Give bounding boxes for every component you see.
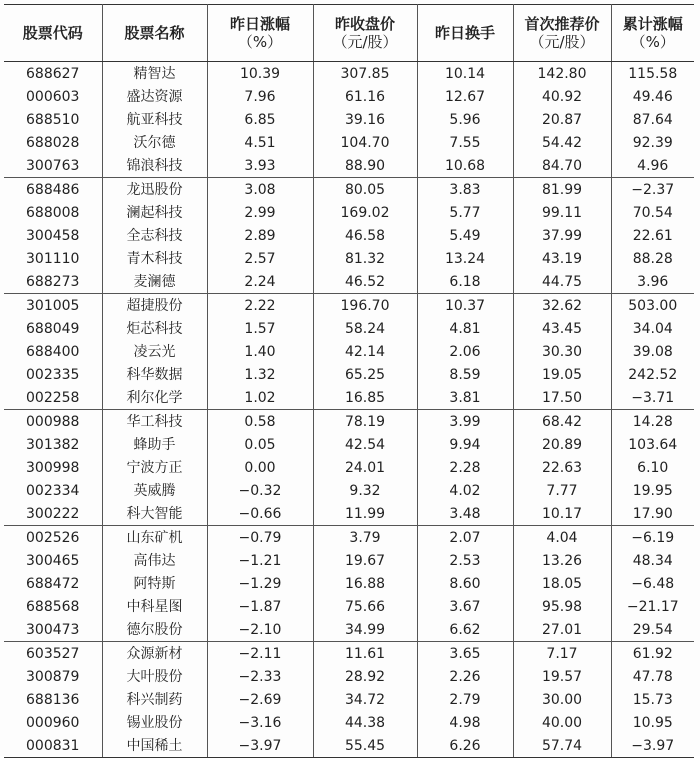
table-row <box>4 178 694 202</box>
cell-stock-name: 锡业股份 <box>102 711 207 734</box>
cell-prev-turnover: 2.53 <box>417 549 513 572</box>
cell-cumulative-change-pct: −6.19 <box>611 526 694 550</box>
cell-first-rec-price: 19.57 <box>513 665 611 688</box>
cell-prev-change-pct: −1.29 <box>207 572 313 595</box>
table-row <box>4 386 694 410</box>
cell-first-rec-price: 43.19 <box>513 247 611 270</box>
cell-first-rec-price: 27.01 <box>513 618 611 642</box>
cell-prev-close-price: 28.92 <box>313 665 417 688</box>
cell-prev-change-pct: −2.11 <box>207 642 313 666</box>
cell-first-rec-price: 99.11 <box>513 201 611 224</box>
table-row <box>4 618 694 642</box>
cell-stock-name: 宁波方正 <box>102 456 207 479</box>
cell-prev-close-price: 46.52 <box>313 270 417 294</box>
table-row <box>4 340 694 363</box>
cell-prev-change-pct: 1.40 <box>207 340 313 363</box>
cell-cumulative-change-pct: −3.71 <box>611 386 694 410</box>
cell-stock-code: 300473 <box>4 618 102 642</box>
cell-prev-close-price: 65.25 <box>313 363 417 386</box>
cell-first-rec-price: 40.00 <box>513 711 611 734</box>
cell-prev-turnover: 8.60 <box>417 572 513 595</box>
cell-first-rec-price: 18.05 <box>513 572 611 595</box>
cell-prev-turnover: 2.06 <box>417 340 513 363</box>
cell-prev-turnover: 10.14 <box>417 62 513 86</box>
cell-prev-change-pct: 1.02 <box>207 386 313 410</box>
cell-stock-code: 688008 <box>4 201 102 224</box>
header-line: 累计涨幅 <box>622 15 683 33</box>
cell-stock-code: 002526 <box>4 526 102 550</box>
cell-cumulative-change-pct: 34.04 <box>611 317 694 340</box>
cell-prev-turnover: 3.83 <box>417 178 513 202</box>
cell-stock-name: 阿特斯 <box>102 572 207 595</box>
cell-prev-turnover: 4.98 <box>417 711 513 734</box>
cell-stock-name: 超捷股份 <box>102 294 207 318</box>
cell-prev-close-price: 39.16 <box>313 108 417 131</box>
cell-prev-close-price: 88.90 <box>313 154 417 178</box>
cell-stock-name: 精智达 <box>102 62 207 86</box>
cell-prev-turnover: 2.79 <box>417 688 513 711</box>
header-cumulative-change-pct <box>611 5 694 62</box>
cell-stock-name: 中科星图 <box>102 595 207 618</box>
cell-cumulative-change-pct: 70.54 <box>611 201 694 224</box>
header-line: 股票代码 <box>22 24 83 42</box>
cell-stock-code: 688627 <box>4 62 102 86</box>
cell-cumulative-change-pct: 49.46 <box>611 85 694 108</box>
header-line: 昨日换手 <box>434 24 495 42</box>
cell-prev-turnover: 4.81 <box>417 317 513 340</box>
cell-prev-turnover: 13.24 <box>417 247 513 270</box>
cell-first-rec-price: 68.42 <box>513 410 611 434</box>
cell-prev-change-pct: −3.97 <box>207 734 313 758</box>
cell-stock-code: 688136 <box>4 688 102 711</box>
cell-first-rec-price: 84.70 <box>513 154 611 178</box>
cell-first-rec-price: 4.04 <box>513 526 611 550</box>
table-row <box>4 572 694 595</box>
table-body <box>4 62 694 758</box>
cell-cumulative-change-pct: 115.58 <box>611 62 694 86</box>
cell-prev-change-pct: 1.32 <box>207 363 313 386</box>
cell-first-rec-price: 37.99 <box>513 224 611 247</box>
cell-stock-code: 002335 <box>4 363 102 386</box>
cell-stock-name: 山东矿机 <box>102 526 207 550</box>
cell-prev-turnover: 3.67 <box>417 595 513 618</box>
cell-cumulative-change-pct: 4.96 <box>611 154 694 178</box>
cell-stock-code: 688028 <box>4 131 102 154</box>
cell-prev-close-price: 61.16 <box>313 85 417 108</box>
cell-cumulative-change-pct: 10.95 <box>611 711 694 734</box>
cell-prev-change-pct: 1.57 <box>207 317 313 340</box>
cell-prev-close-price: 34.72 <box>313 688 417 711</box>
cell-stock-code: 688400 <box>4 340 102 363</box>
cell-prev-change-pct: 2.99 <box>207 201 313 224</box>
cell-first-rec-price: 32.62 <box>513 294 611 318</box>
cell-cumulative-change-pct: 39.08 <box>611 340 694 363</box>
header-prev-turnover <box>417 5 513 62</box>
cell-first-rec-price: 17.50 <box>513 386 611 410</box>
header-line: （%） <box>630 33 675 51</box>
cell-prev-change-pct: 3.08 <box>207 178 313 202</box>
cell-stock-name: 大叶股份 <box>102 665 207 688</box>
cell-stock-name: 青木科技 <box>102 247 207 270</box>
table-row <box>4 154 694 178</box>
cell-first-rec-price: 30.00 <box>513 688 611 711</box>
cell-prev-turnover: 3.99 <box>417 410 513 434</box>
header-line: 首次推荐价 <box>524 15 600 33</box>
cell-prev-close-price: 55.45 <box>313 734 417 758</box>
cell-stock-name: 科华数据 <box>102 363 207 386</box>
cell-prev-change-pct: −1.87 <box>207 595 313 618</box>
cell-prev-turnover: 6.62 <box>417 618 513 642</box>
cell-first-rec-price: 95.98 <box>513 595 611 618</box>
cell-cumulative-change-pct: 92.39 <box>611 131 694 154</box>
table-row <box>4 595 694 618</box>
cell-stock-code: 301005 <box>4 294 102 318</box>
cell-prev-turnover: 6.18 <box>417 270 513 294</box>
cell-prev-turnover: 5.49 <box>417 224 513 247</box>
cell-prev-close-price: 104.70 <box>313 131 417 154</box>
table-row <box>4 526 694 550</box>
cell-prev-change-pct: −0.32 <box>207 479 313 502</box>
table-row <box>4 479 694 502</box>
cell-prev-turnover: 10.37 <box>417 294 513 318</box>
cell-stock-code: 300222 <box>4 502 102 526</box>
cell-first-rec-price: 13.26 <box>513 549 611 572</box>
header-line: 昨收盘价 <box>334 15 395 33</box>
cell-first-rec-price: 7.17 <box>513 642 611 666</box>
cell-prev-change-pct: 2.57 <box>207 247 313 270</box>
table-row <box>4 247 694 270</box>
cell-stock-name: 沃尔德 <box>102 131 207 154</box>
cell-first-rec-price: 44.75 <box>513 270 611 294</box>
table-row <box>4 201 694 224</box>
table-row <box>4 433 694 456</box>
cell-stock-code: 300998 <box>4 456 102 479</box>
cell-prev-close-price: 58.24 <box>313 317 417 340</box>
cell-prev-turnover: 3.48 <box>417 502 513 526</box>
cell-prev-turnover: 2.26 <box>417 665 513 688</box>
cell-cumulative-change-pct: 61.92 <box>611 642 694 666</box>
cell-prev-close-price: 46.58 <box>313 224 417 247</box>
table-row <box>4 642 694 666</box>
cell-cumulative-change-pct: 19.95 <box>611 479 694 502</box>
cell-stock-code: 688486 <box>4 178 102 202</box>
cell-cumulative-change-pct: −3.97 <box>611 734 694 758</box>
header-prev-close-price <box>313 5 417 62</box>
cell-stock-name: 英威腾 <box>102 479 207 502</box>
cell-stock-name: 凌云光 <box>102 340 207 363</box>
cell-stock-code: 000603 <box>4 85 102 108</box>
cell-cumulative-change-pct: 48.34 <box>611 549 694 572</box>
cell-cumulative-change-pct: 88.28 <box>611 247 694 270</box>
cell-prev-change-pct: 2.22 <box>207 294 313 318</box>
cell-prev-close-price: 81.32 <box>313 247 417 270</box>
cell-prev-change-pct: −0.79 <box>207 526 313 550</box>
cell-first-rec-price: 81.99 <box>513 178 611 202</box>
cell-prev-close-price: 42.14 <box>313 340 417 363</box>
cell-prev-turnover: 2.07 <box>417 526 513 550</box>
table-row <box>4 108 694 131</box>
cell-stock-name: 高伟达 <box>102 549 207 572</box>
cell-prev-turnover: 9.94 <box>417 433 513 456</box>
cell-first-rec-price: 43.45 <box>513 317 611 340</box>
table-row <box>4 317 694 340</box>
header-line: （元/股） <box>529 33 595 51</box>
cell-prev-change-pct: 10.39 <box>207 62 313 86</box>
cell-cumulative-change-pct: 14.28 <box>611 410 694 434</box>
cell-stock-code: 688049 <box>4 317 102 340</box>
cell-stock-code: 002334 <box>4 479 102 502</box>
cell-cumulative-change-pct: 6.10 <box>611 456 694 479</box>
cell-stock-name: 利尔化学 <box>102 386 207 410</box>
table-row <box>4 294 694 318</box>
header-first-rec-price <box>513 5 611 62</box>
cell-first-rec-price: 57.74 <box>513 734 611 758</box>
cell-prev-turnover: 2.28 <box>417 456 513 479</box>
cell-cumulative-change-pct: 15.73 <box>611 688 694 711</box>
cell-stock-code: 000988 <box>4 410 102 434</box>
cell-prev-change-pct: 3.93 <box>207 154 313 178</box>
cell-stock-name: 德尔股份 <box>102 618 207 642</box>
cell-stock-name: 科大智能 <box>102 502 207 526</box>
cell-stock-name: 澜起科技 <box>102 201 207 224</box>
cell-first-rec-price: 40.92 <box>513 85 611 108</box>
cell-stock-name: 众源新材 <box>102 642 207 666</box>
header-stock-name <box>102 5 207 62</box>
cell-prev-close-price: 78.19 <box>313 410 417 434</box>
cell-cumulative-change-pct: 29.54 <box>611 618 694 642</box>
cell-prev-close-price: 75.66 <box>313 595 417 618</box>
table-row <box>4 688 694 711</box>
cell-prev-turnover: 8.59 <box>417 363 513 386</box>
cell-stock-code: 688568 <box>4 595 102 618</box>
cell-stock-code: 000831 <box>4 734 102 758</box>
cell-prev-close-price: 11.99 <box>313 502 417 526</box>
cell-first-rec-price: 30.30 <box>513 340 611 363</box>
cell-cumulative-change-pct: 103.64 <box>611 433 694 456</box>
header-line: 股票名称 <box>124 24 185 42</box>
cell-cumulative-change-pct: −2.37 <box>611 178 694 202</box>
cell-stock-code: 300465 <box>4 549 102 572</box>
cell-cumulative-change-pct: 3.96 <box>611 270 694 294</box>
cell-cumulative-change-pct: −21.17 <box>611 595 694 618</box>
cell-prev-close-price: 196.70 <box>313 294 417 318</box>
cell-stock-code: 301382 <box>4 433 102 456</box>
cell-prev-close-price: 16.85 <box>313 386 417 410</box>
cell-prev-close-price: 44.38 <box>313 711 417 734</box>
cell-stock-name: 龙迅股份 <box>102 178 207 202</box>
cell-stock-name: 科兴制药 <box>102 688 207 711</box>
cell-stock-code: 603527 <box>4 642 102 666</box>
cell-prev-close-price: 16.88 <box>313 572 417 595</box>
header-row <box>4 5 694 62</box>
cell-prev-close-price: 19.67 <box>313 549 417 572</box>
cell-prev-turnover: 4.02 <box>417 479 513 502</box>
cell-prev-turnover: 5.77 <box>417 201 513 224</box>
cell-prev-change-pct: 2.24 <box>207 270 313 294</box>
cell-prev-change-pct: −1.21 <box>207 549 313 572</box>
cell-first-rec-price: 10.17 <box>513 502 611 526</box>
cell-cumulative-change-pct: 22.61 <box>611 224 694 247</box>
table-row <box>4 131 694 154</box>
table-row <box>4 85 694 108</box>
cell-prev-change-pct: 4.51 <box>207 131 313 154</box>
cell-prev-close-price: 307.85 <box>313 62 417 86</box>
table-row <box>4 502 694 526</box>
cell-cumulative-change-pct: 87.64 <box>611 108 694 131</box>
table-row <box>4 711 694 734</box>
header-line: （元/股） <box>332 33 398 51</box>
cell-prev-close-price: 42.54 <box>313 433 417 456</box>
header-line: （%） <box>237 33 283 51</box>
cell-first-rec-price: 22.63 <box>513 456 611 479</box>
cell-stock-name: 炬芯科技 <box>102 317 207 340</box>
header-line: 昨日涨幅 <box>229 15 290 33</box>
table-row <box>4 363 694 386</box>
cell-stock-name: 全志科技 <box>102 224 207 247</box>
cell-first-rec-price: 19.05 <box>513 363 611 386</box>
cell-prev-change-pct: −2.33 <box>207 665 313 688</box>
cell-stock-name: 航亚科技 <box>102 108 207 131</box>
cell-prev-change-pct: 0.00 <box>207 456 313 479</box>
cell-first-rec-price: 54.42 <box>513 131 611 154</box>
cell-prev-turnover: 6.26 <box>417 734 513 758</box>
cell-stock-code: 000960 <box>4 711 102 734</box>
cell-prev-turnover: 7.55 <box>417 131 513 154</box>
cell-stock-code: 300763 <box>4 154 102 178</box>
cell-stock-name: 锦浪科技 <box>102 154 207 178</box>
table-row <box>4 734 694 758</box>
cell-prev-change-pct: −0.66 <box>207 502 313 526</box>
cell-stock-name: 中国稀土 <box>102 734 207 758</box>
cell-prev-close-price: 169.02 <box>313 201 417 224</box>
cell-prev-change-pct: 6.85 <box>207 108 313 131</box>
cell-prev-change-pct: −2.69 <box>207 688 313 711</box>
cell-cumulative-change-pct: 242.52 <box>611 363 694 386</box>
cell-prev-change-pct: 0.05 <box>207 433 313 456</box>
cell-cumulative-change-pct: 503.00 <box>611 294 694 318</box>
cell-cumulative-change-pct: 17.90 <box>611 502 694 526</box>
cell-prev-turnover: 5.96 <box>417 108 513 131</box>
cell-stock-code: 688273 <box>4 270 102 294</box>
header-stock-code <box>4 5 102 62</box>
cell-stock-name: 麦澜德 <box>102 270 207 294</box>
cell-first-rec-price: 20.89 <box>513 433 611 456</box>
cell-stock-name: 蜂助手 <box>102 433 207 456</box>
cell-first-rec-price: 20.87 <box>513 108 611 131</box>
cell-stock-code: 688510 <box>4 108 102 131</box>
cell-prev-change-pct: 2.89 <box>207 224 313 247</box>
cell-prev-turnover: 12.67 <box>417 85 513 108</box>
cell-cumulative-change-pct: 47.78 <box>611 665 694 688</box>
table-row <box>4 456 694 479</box>
table-row <box>4 665 694 688</box>
cell-stock-code: 002258 <box>4 386 102 410</box>
cell-first-rec-price: 7.77 <box>513 479 611 502</box>
cell-stock-code: 300879 <box>4 665 102 688</box>
cell-prev-close-price: 3.79 <box>313 526 417 550</box>
cell-prev-close-price: 80.05 <box>313 178 417 202</box>
cell-first-rec-price: 142.80 <box>513 62 611 86</box>
cell-stock-code: 688472 <box>4 572 102 595</box>
cell-stock-name: 盛达资源 <box>102 85 207 108</box>
cell-prev-change-pct: 0.58 <box>207 410 313 434</box>
cell-prev-close-price: 11.61 <box>313 642 417 666</box>
table-row <box>4 410 694 434</box>
header-prev-change-pct <box>207 5 313 62</box>
stock-recommendation-table <box>4 4 694 758</box>
cell-prev-change-pct: −3.16 <box>207 711 313 734</box>
cell-cumulative-change-pct: −6.48 <box>611 572 694 595</box>
table-row <box>4 224 694 247</box>
table-row <box>4 549 694 572</box>
cell-prev-turnover: 3.65 <box>417 642 513 666</box>
cell-prev-close-price: 9.32 <box>313 479 417 502</box>
cell-prev-change-pct: −2.10 <box>207 618 313 642</box>
table-row <box>4 270 694 294</box>
cell-prev-close-price: 34.99 <box>313 618 417 642</box>
cell-stock-name: 华工科技 <box>102 410 207 434</box>
cell-stock-code: 301110 <box>4 247 102 270</box>
cell-stock-code: 300458 <box>4 224 102 247</box>
cell-prev-change-pct: 7.96 <box>207 85 313 108</box>
cell-prev-close-price: 24.01 <box>313 456 417 479</box>
cell-prev-turnover: 10.68 <box>417 154 513 178</box>
cell-prev-turnover: 3.81 <box>417 386 513 410</box>
table-row <box>4 62 694 86</box>
